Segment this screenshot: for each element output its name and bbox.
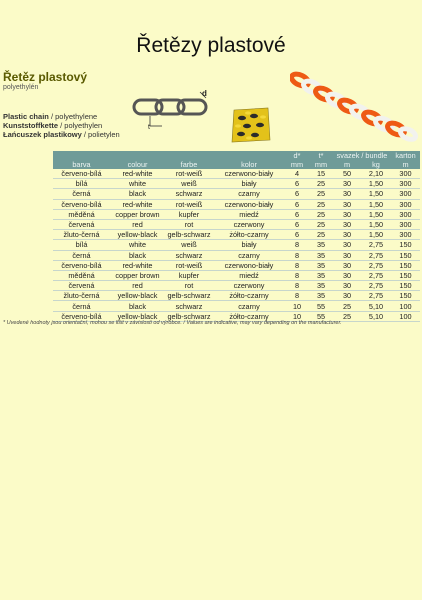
table-cell: 2,75	[361, 270, 391, 280]
table-cell: měděná	[53, 209, 110, 219]
table-cell: miedź	[213, 270, 285, 280]
page-title: Řetězy plastové	[136, 34, 286, 57]
table-cell: 15	[309, 169, 333, 179]
table-row	[53, 260, 420, 270]
header-kolor: kolor	[213, 160, 285, 169]
header-barva: barva	[53, 160, 110, 169]
table-cell: rot-weiß	[165, 260, 213, 270]
header-top-bundle: svazek / bundle	[333, 151, 391, 160]
table-cell: 6	[285, 199, 309, 209]
table-cell: żółto-czarny	[213, 230, 285, 240]
table-cell: 2,75	[361, 240, 391, 250]
header-farbe: farbe	[165, 160, 213, 169]
header-row	[53, 160, 420, 169]
header-top-3	[213, 151, 285, 160]
table-cell: kupfer	[165, 270, 213, 280]
table-cell: czerwono-biały	[213, 260, 285, 270]
table-cell: 50	[333, 169, 361, 179]
table-cell: red-white	[110, 169, 165, 179]
table-cell: 25	[309, 199, 333, 209]
red-white-chain-photo-icon	[290, 70, 418, 142]
table-cell: 8	[285, 250, 309, 260]
table-cell: 300	[391, 189, 420, 199]
table-cell: 100	[391, 311, 420, 321]
table-cell: 1,50	[361, 219, 391, 229]
table-cell: 1,50	[361, 230, 391, 240]
header-bundle-kg: kg	[361, 160, 391, 169]
table-cell: rot-weiß	[165, 169, 213, 179]
chain-bag-photo-icon	[230, 104, 272, 144]
table-cell: 25	[333, 301, 361, 311]
table-cell: 6	[285, 209, 309, 219]
table-row	[53, 230, 420, 240]
table-cell: 35	[309, 250, 333, 260]
table-cell: black	[110, 189, 165, 199]
table-cell: schwarz	[165, 301, 213, 311]
table-cell: červeno-bílá	[53, 169, 110, 179]
table-cell: czerwono-biały	[213, 169, 285, 179]
table-cell: 10	[285, 301, 309, 311]
table-cell: black	[110, 301, 165, 311]
spec-table	[53, 151, 420, 322]
table-cell: 300	[391, 209, 420, 219]
table-cell: 8	[285, 260, 309, 270]
table-cell: 2,75	[361, 250, 391, 260]
table-cell: weiß	[165, 179, 213, 189]
table-cell: 5,10	[361, 301, 391, 311]
table-cell: červená	[53, 219, 110, 229]
table-row	[53, 250, 420, 260]
table-row	[53, 301, 420, 311]
table-cell: 8	[285, 270, 309, 280]
header-colour: colour	[110, 160, 165, 169]
table-row	[53, 179, 420, 189]
table-cell: biały	[213, 240, 285, 250]
table-cell: 35	[309, 270, 333, 280]
product-material: polyethylén	[3, 84, 39, 91]
table-cell: 30	[333, 240, 361, 250]
table-cell: yellow-black	[110, 230, 165, 240]
diagram-d-label: d	[202, 89, 207, 98]
header-d-mm: mm	[285, 160, 309, 169]
table-cell: schwarz	[165, 250, 213, 260]
table-cell: 30	[333, 209, 361, 219]
table-cell: schwarz	[165, 189, 213, 199]
table-cell: 25	[309, 230, 333, 240]
table-cell: copper brown	[110, 209, 165, 219]
table-cell: 150	[391, 281, 420, 291]
table-row	[53, 199, 420, 209]
table-cell: 150	[391, 270, 420, 280]
table-cell: 25	[309, 189, 333, 199]
table-cell: 6	[285, 230, 309, 240]
header-bundle-m: m	[333, 160, 361, 169]
table-cell: žluto-černá	[53, 291, 110, 301]
table-cell: 30	[333, 260, 361, 270]
diagram-t-label: t	[148, 124, 150, 130]
header-top-karton: karton	[391, 151, 420, 160]
table-cell: 30	[333, 230, 361, 240]
header-top-d: d*	[285, 151, 309, 160]
table-cell: červeno-bílá	[53, 199, 110, 209]
table-cell: 2,10	[361, 169, 391, 179]
table-cell: yellow-black	[110, 291, 165, 301]
table-cell: červeno-bílá	[53, 260, 110, 270]
table-cell: żółto-czarny	[213, 311, 285, 321]
table-cell: 8	[285, 291, 309, 301]
table-cell: 8	[285, 240, 309, 250]
table-cell: 150	[391, 240, 420, 250]
table-cell: 25	[309, 219, 333, 229]
table-cell: 6	[285, 189, 309, 199]
table-cell: red	[110, 281, 165, 291]
table-row	[53, 189, 420, 199]
table-cell: red-white	[110, 199, 165, 209]
table-cell: 30	[333, 291, 361, 301]
table-cell: 35	[309, 281, 333, 291]
table-cell: weiß	[165, 240, 213, 250]
table-cell: 8	[285, 281, 309, 291]
table-cell: 30	[333, 199, 361, 209]
header-top-0	[53, 151, 110, 160]
table-cell: 1,50	[361, 199, 391, 209]
table-cell: 4	[285, 169, 309, 179]
product-names	[3, 112, 120, 139]
table-cell: copper brown	[110, 270, 165, 280]
chain-link-diagram-icon	[132, 88, 212, 130]
table-row	[53, 281, 420, 291]
table-row	[53, 219, 420, 229]
table-cell: 2,75	[361, 291, 391, 301]
table-cell: 150	[391, 260, 420, 270]
table-cell: 35	[309, 260, 333, 270]
header-t-mm: mm	[309, 160, 333, 169]
table-cell: żółto-czarny	[213, 291, 285, 301]
table-cell: gelb-schwarz	[165, 291, 213, 301]
table-cell: czerwono-biały	[213, 199, 285, 209]
table-cell: kupfer	[165, 209, 213, 219]
table-cell: red	[110, 219, 165, 229]
table-cell: 2,75	[361, 260, 391, 270]
table-cell: černá	[53, 250, 110, 260]
table-cell: czerwony	[213, 281, 285, 291]
table-cell: gelb-schwarz	[165, 230, 213, 240]
header-row-top	[53, 151, 420, 160]
table-cell: 10	[285, 311, 309, 321]
footnote: * Uvedené hodnoty jsou orientační, mohou se lišit v závislosti od výrobce. / Values are indicative, may vary depending on the manufacturer.	[3, 320, 342, 326]
header-top-1	[110, 151, 165, 160]
table-cell: 150	[391, 291, 420, 301]
table-cell: 30	[333, 219, 361, 229]
table-cell: 5,10	[361, 311, 391, 321]
header-top-t: t*	[309, 151, 333, 160]
table-cell: 35	[309, 240, 333, 250]
table-row	[53, 209, 420, 219]
table-cell: 35	[309, 291, 333, 301]
table-cell: 30	[333, 250, 361, 260]
table-cell: czarny	[213, 250, 285, 260]
table-cell: gelb-schwarz	[165, 311, 213, 321]
table-cell: 25	[309, 179, 333, 189]
table-cell: 6	[285, 219, 309, 229]
table-cell: žluto-černá	[53, 230, 110, 240]
table-cell: 55	[309, 301, 333, 311]
table-row	[53, 270, 420, 280]
table-cell: 300	[391, 230, 420, 240]
table-cell: 1,50	[361, 179, 391, 189]
table-cell: white	[110, 240, 165, 250]
header-karton-m: m	[391, 160, 420, 169]
table-cell: měděná	[53, 270, 110, 280]
table-cell: 30	[333, 189, 361, 199]
table-cell: bílá	[53, 240, 110, 250]
table-cell: rot	[165, 219, 213, 229]
name-en: Plastic chain / polyethylene	[3, 112, 98, 121]
table-cell: czerwony	[213, 219, 285, 229]
table-cell: černá	[53, 189, 110, 199]
table-cell: 55	[309, 311, 333, 321]
table-row	[53, 169, 420, 179]
table-cell: miedź	[213, 209, 285, 219]
header-top-2	[165, 151, 213, 160]
table-cell: 300	[391, 179, 420, 189]
table-cell: bílá	[53, 179, 110, 189]
table-cell: černá	[53, 301, 110, 311]
table-cell: 300	[391, 199, 420, 209]
table-cell: červeno-bílá	[53, 311, 110, 321]
table-cell: 300	[391, 219, 420, 229]
table-cell: červená	[53, 281, 110, 291]
table-cell: 30	[333, 281, 361, 291]
product-name: Řetěz plastový	[3, 70, 88, 84]
table-cell: 30	[333, 179, 361, 189]
table-cell: white	[110, 179, 165, 189]
table-cell: 25	[333, 311, 361, 321]
table-cell: 1,50	[361, 209, 391, 219]
table-cell: czarny	[213, 301, 285, 311]
table-cell: 300	[391, 169, 420, 179]
table-cell: 30	[333, 270, 361, 280]
table-cell: 2,75	[361, 281, 391, 291]
name-de: Kunststoffkette / polyethylen	[3, 121, 103, 130]
table-cell: rot-weiß	[165, 199, 213, 209]
table-cell: biały	[213, 179, 285, 189]
table-cell: 6	[285, 179, 309, 189]
table-cell: 25	[309, 209, 333, 219]
table-cell: czarny	[213, 189, 285, 199]
table-cell: 100	[391, 301, 420, 311]
name-pl: Łańcuszek plastikowy / polietylen	[3, 130, 120, 139]
table-cell: red-white	[110, 260, 165, 270]
table-cell: yellow-black	[110, 311, 165, 321]
table-cell: 150	[391, 250, 420, 260]
table-cell: rot	[165, 281, 213, 291]
table-cell: 1,50	[361, 189, 391, 199]
table-row	[53, 240, 420, 250]
table-row	[53, 291, 420, 301]
table-cell: black	[110, 250, 165, 260]
